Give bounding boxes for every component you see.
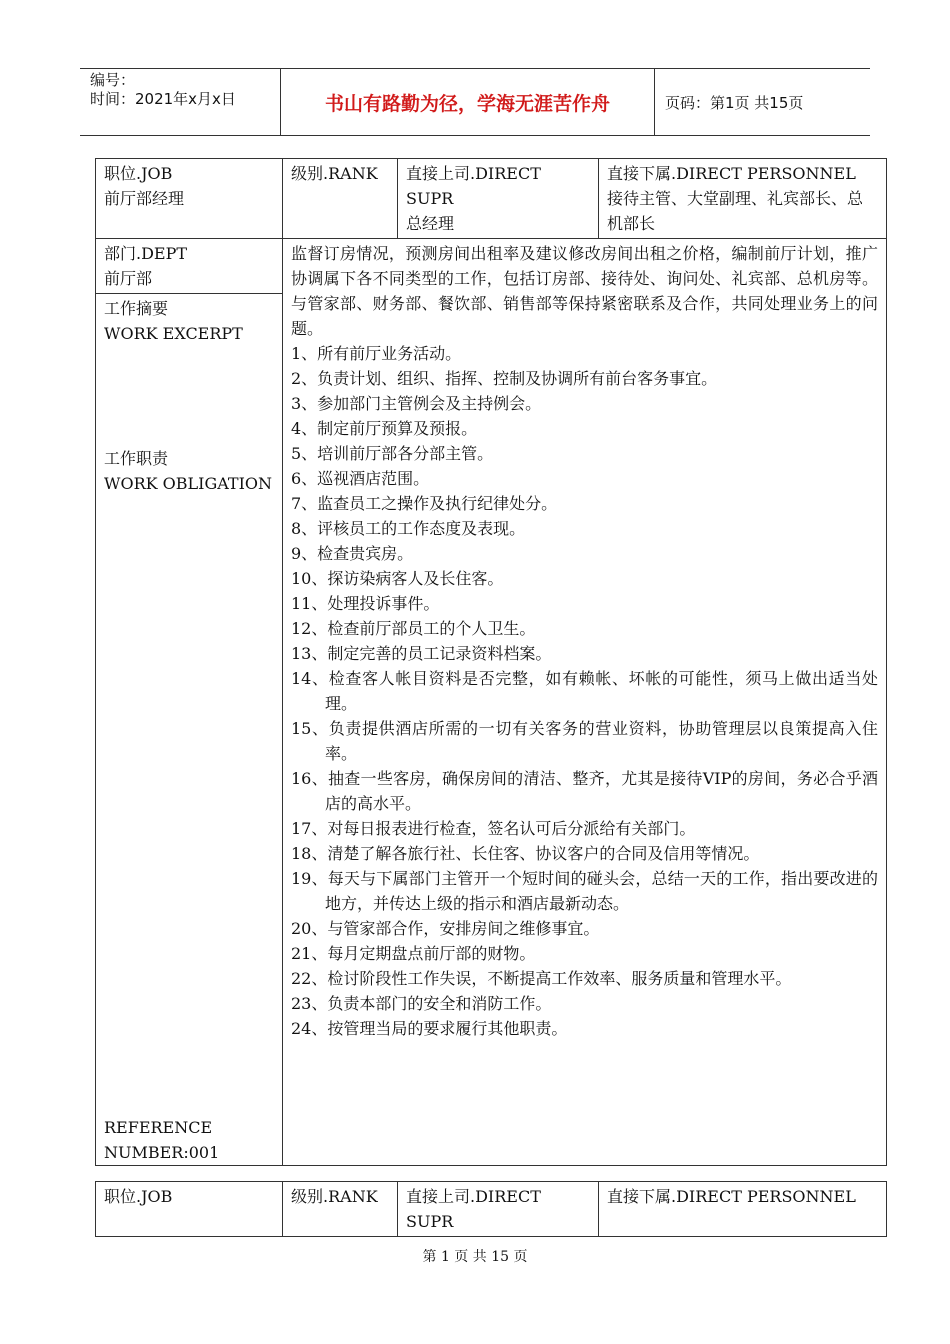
rank-cell — [283, 159, 398, 239]
direct-personnel-cell — [599, 159, 887, 239]
list-item: 9、检查贵宾房。 — [291, 544, 414, 563]
job-cell — [96, 159, 283, 239]
reference-number — [104, 1115, 219, 1165]
list-item: 4、制定前厅预算及预报。 — [291, 419, 478, 438]
list-item: 8、评核员工的工作态度及表现。 — [291, 519, 526, 538]
work-excerpt-text: 监督订房情况，预测房间出租率及建议修改房间出租之价格，编制前厅计划，推广协调属下各不同类型的工作，包括订房部、接待处、询问处、礼宾部、总机房等。与管家部、财务部、餐饮部、销售部等保持紧密联系及合作，共同处理业务上的问题。 — [291, 244, 878, 338]
list-item: 15、负责提供酒店所需的一切有关客务的营业资料，协助管理层以良策提高入住率。 — [291, 719, 878, 763]
direct-supr-cell — [398, 1182, 599, 1237]
job-label: 职位.JOB — [104, 164, 173, 183]
job-cell — [96, 1182, 283, 1237]
direct-personnel-label: 直接下属.DIRECT PERSONNEL — [607, 164, 856, 183]
list-item: 20、与管家部合作，安排房间之维修事宜。 — [291, 919, 600, 938]
dept-value: 前厅部 — [104, 269, 153, 288]
list-item: 11、处理投诉事件。 — [291, 594, 440, 613]
table-row — [96, 1182, 887, 1237]
dept-cell — [96, 239, 283, 294]
rank-cell — [283, 1182, 398, 1237]
list-item: 17、对每日报表进行检查，签名认可后分派给有关部门。 — [291, 819, 696, 838]
list-item: 12、检查前厅部员工的个人卫生。 — [291, 619, 536, 638]
list-item: 19、每天与下属部门主管开一个短时间的碰头会，总结一天的工作，指出要改进的地方，并传达上级的指示和酒店最新动态。 — [291, 869, 878, 913]
job-value: 前厅部经理 — [104, 189, 185, 208]
list-item: 23、负责本部门的安全和消防工作。 — [291, 994, 552, 1013]
dept-label: 部门.DEPT — [104, 244, 188, 263]
work-labels-cell — [96, 294, 283, 1166]
job-description-table-2 — [95, 1181, 887, 1237]
work-excerpt-label-en: WORK EXCERPT — [104, 324, 243, 343]
direct-personnel-value: 接待主管、大堂副理、礼宾部长、总机部长 — [607, 189, 864, 233]
work-excerpt-label-cn: 工作摘要 — [104, 299, 169, 318]
list-item: 10、探访染病客人及长住客。 — [291, 569, 504, 588]
header-meta — [80, 69, 281, 135]
work-obligation-label-en: WORK OBLIGATION — [104, 474, 273, 493]
document-number-label: 编号： — [90, 71, 136, 89]
list-item: 22、检讨阶段性工作失误，不断提高工作效率、服务质量和管理水平。 — [291, 969, 792, 988]
job-label: 职位.JOB — [104, 1187, 173, 1206]
job-description-table — [95, 158, 887, 1166]
list-item: 6、巡视酒店范围。 — [291, 469, 430, 488]
rank-label: 级别.RANK — [291, 164, 378, 183]
document-date: 时间：2021年x月x日 — [90, 90, 236, 108]
table-row — [96, 239, 887, 294]
direct-personnel-cell — [599, 1182, 887, 1237]
page-header — [80, 68, 870, 136]
work-obligation-label-cn: 工作职责 — [104, 449, 169, 468]
list-item: 14、检查客人帐目资料是否完整，如有赖帐、坏帐的可能性，须马上做出适当处理。 — [291, 669, 878, 713]
list-item: 24、按管理当局的要求履行其他职责。 — [291, 1019, 568, 1038]
reference-number-value: NUMBER:001 — [104, 1143, 220, 1162]
duties-cell — [283, 239, 887, 1166]
direct-supr-label: 直接上司.DIRECT SUPR — [406, 164, 541, 208]
list-item: 3、参加部门主管例会及主持例会。 — [291, 394, 542, 413]
reference-label: REFERENCE — [104, 1118, 213, 1137]
page-footer: 第 1 页 共 15 页 — [422, 1249, 528, 1265]
list-item: 5、培训前厅部各分部主管。 — [291, 444, 494, 463]
table-row — [96, 159, 887, 239]
duty-list — [291, 341, 878, 1041]
list-item: 1、所有前厅业务活动。 — [291, 344, 462, 363]
list-item: 18、清楚了解各旅行社、长住客、协议客户的合同及信用等情况。 — [291, 844, 760, 863]
direct-supr-value: 总经理 — [406, 214, 455, 233]
direct-personnel-label: 直接下属.DIRECT PERSONNEL — [607, 1187, 856, 1206]
list-item: 21、每月定期盘点前厅部的财物。 — [291, 944, 536, 963]
list-item: 13、制定完善的员工记录资料档案。 — [291, 644, 552, 663]
direct-supr-cell — [398, 159, 599, 239]
rank-label: 级别.RANK — [291, 1187, 378, 1206]
list-item: 7、监查员工之操作及执行纪律处分。 — [291, 494, 558, 513]
list-item: 2、负责计划、组织、指挥、控制及协调所有前台客务事宜。 — [291, 369, 718, 388]
header-page-number: 页码：第1页 共15页 — [665, 93, 804, 112]
header-motto: 书山有路勤为径，学海无涯苦作舟 — [281, 69, 655, 135]
list-item: 16、抽查一些客房，确保房间的清洁、整齐，尤其是接待VIP的房间，务必合乎酒店的高水平。 — [291, 769, 878, 813]
direct-supr-label: 直接上司.DIRECT SUPR — [406, 1187, 541, 1231]
